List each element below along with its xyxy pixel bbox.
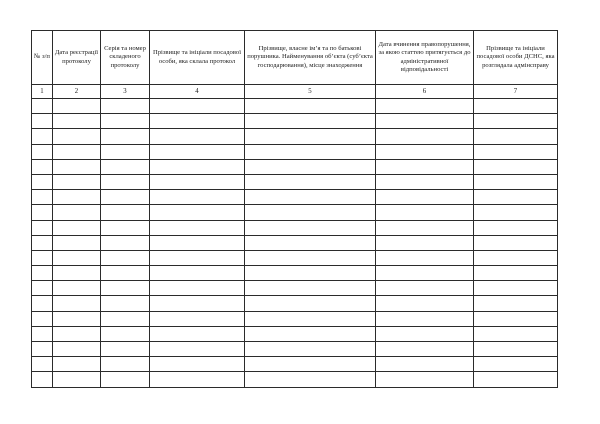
- table-cell[interactable]: [53, 342, 101, 357]
- column-number: 6: [376, 85, 474, 99]
- protocol-register-table: [31, 30, 558, 388]
- table-row: [32, 250, 558, 265]
- column-number: 3: [101, 85, 150, 99]
- table-cell[interactable]: [101, 205, 150, 220]
- table-row: [32, 220, 558, 235]
- table-cell[interactable]: [53, 357, 101, 372]
- table-cell[interactable]: [53, 144, 101, 159]
- table-cell[interactable]: [376, 311, 474, 326]
- table-cell[interactable]: [150, 190, 245, 205]
- table-row: [32, 357, 558, 372]
- table-cell[interactable]: [474, 129, 558, 144]
- table-cell[interactable]: [32, 129, 53, 144]
- column-header-offense-date-article: Дата вчинення правопорушення, за якою статтею притягується до адміністративної відповідальності: [376, 31, 474, 85]
- table-cell[interactable]: [53, 159, 101, 174]
- table-body: [32, 85, 558, 388]
- table-cell[interactable]: [53, 99, 101, 114]
- table-cell[interactable]: [474, 311, 558, 326]
- table-cell[interactable]: [474, 190, 558, 205]
- table-cell[interactable]: [101, 250, 150, 265]
- table-cell[interactable]: [32, 190, 53, 205]
- table-cell[interactable]: [150, 205, 245, 220]
- table-cell[interactable]: [245, 326, 376, 341]
- table-cell[interactable]: [245, 159, 376, 174]
- table-cell[interactable]: [376, 114, 474, 129]
- table-cell[interactable]: [53, 220, 101, 235]
- table-cell[interactable]: [150, 357, 245, 372]
- table-row: [32, 326, 558, 341]
- table-cell[interactable]: [245, 174, 376, 189]
- table-cell[interactable]: [150, 296, 245, 311]
- table-row: [32, 266, 558, 281]
- table-cell[interactable]: [101, 190, 150, 205]
- table-cell[interactable]: [32, 235, 53, 250]
- table-cell[interactable]: [474, 220, 558, 235]
- table-cell[interactable]: [150, 144, 245, 159]
- table-cell[interactable]: [474, 205, 558, 220]
- table-cell[interactable]: [101, 129, 150, 144]
- table-cell[interactable]: [32, 159, 53, 174]
- table-cell[interactable]: [53, 129, 101, 144]
- table-cell[interactable]: [53, 190, 101, 205]
- table-cell[interactable]: [376, 174, 474, 189]
- column-number: 2: [53, 85, 101, 99]
- table-cell[interactable]: [245, 281, 376, 296]
- table-cell[interactable]: [53, 372, 101, 387]
- table-cell[interactable]: [150, 114, 245, 129]
- table-cell[interactable]: [376, 266, 474, 281]
- column-header-protocol-series-number: Серія та номер складеного протоколу: [101, 31, 150, 85]
- table-cell[interactable]: [376, 144, 474, 159]
- table-cell[interactable]: [376, 159, 474, 174]
- table-cell[interactable]: [32, 174, 53, 189]
- table-cell[interactable]: [101, 99, 150, 114]
- table-cell[interactable]: [101, 174, 150, 189]
- table-cell[interactable]: [245, 144, 376, 159]
- table-cell[interactable]: [474, 372, 558, 387]
- table-row: [32, 129, 558, 144]
- table-cell[interactable]: [101, 357, 150, 372]
- table-cell[interactable]: [32, 144, 53, 159]
- column-number-row: [32, 85, 558, 99]
- header-row: [32, 31, 558, 85]
- table-cell[interactable]: [245, 129, 376, 144]
- table-cell[interactable]: [32, 99, 53, 114]
- table-cell[interactable]: [376, 281, 474, 296]
- table-cell[interactable]: [376, 190, 474, 205]
- table-row: [32, 99, 558, 114]
- table-cell[interactable]: [32, 342, 53, 357]
- table-cell[interactable]: [245, 190, 376, 205]
- table-cell[interactable]: [150, 281, 245, 296]
- column-header-offender: Прізвище, власне ім’я та по батькові порушника. Найменування об’єкта (суб’єкта господарювання), місце знаходження: [245, 31, 376, 85]
- table-cell[interactable]: [376, 326, 474, 341]
- table-cell[interactable]: [150, 129, 245, 144]
- table-cell[interactable]: [376, 372, 474, 387]
- table-cell[interactable]: [376, 357, 474, 372]
- column-number: 1: [32, 85, 53, 99]
- table-cell[interactable]: [150, 250, 245, 265]
- table-cell[interactable]: [101, 281, 150, 296]
- table-cell[interactable]: [376, 342, 474, 357]
- table-cell[interactable]: [245, 357, 376, 372]
- table-cell[interactable]: [150, 311, 245, 326]
- table-row: [32, 205, 558, 220]
- table-cell[interactable]: [32, 114, 53, 129]
- table-cell[interactable]: [245, 114, 376, 129]
- table-cell[interactable]: [101, 114, 150, 129]
- table-cell[interactable]: [245, 235, 376, 250]
- table-cell[interactable]: [53, 266, 101, 281]
- table-cell[interactable]: [245, 99, 376, 114]
- table-cell[interactable]: [101, 220, 150, 235]
- table-cell[interactable]: [245, 250, 376, 265]
- table-cell[interactable]: [32, 266, 53, 281]
- table-cell[interactable]: [474, 357, 558, 372]
- table-cell[interactable]: [150, 326, 245, 341]
- table-cell[interactable]: [474, 266, 558, 281]
- table-cell[interactable]: [150, 99, 245, 114]
- table-row: [32, 281, 558, 296]
- table-cell[interactable]: [245, 296, 376, 311]
- table-cell[interactable]: [101, 342, 150, 357]
- table-row: [32, 311, 558, 326]
- table-cell[interactable]: [101, 159, 150, 174]
- table-row: [32, 372, 558, 387]
- table-cell[interactable]: [32, 311, 53, 326]
- table-cell[interactable]: [376, 235, 474, 250]
- table-cell[interactable]: [53, 114, 101, 129]
- table-cell[interactable]: [53, 311, 101, 326]
- table-cell[interactable]: [245, 205, 376, 220]
- table-cell[interactable]: [53, 250, 101, 265]
- table-cell[interactable]: [101, 296, 150, 311]
- table-cell[interactable]: [53, 205, 101, 220]
- table-cell[interactable]: [474, 174, 558, 189]
- table-cell[interactable]: [474, 99, 558, 114]
- column-number: 4: [150, 85, 245, 99]
- table-cell[interactable]: [101, 372, 150, 387]
- table-cell[interactable]: [101, 235, 150, 250]
- table-cell[interactable]: [245, 220, 376, 235]
- table-cell[interactable]: [474, 296, 558, 311]
- table-cell[interactable]: [32, 205, 53, 220]
- column-number: 5: [245, 85, 376, 99]
- table-cell[interactable]: [32, 357, 53, 372]
- table-cell[interactable]: [245, 311, 376, 326]
- table-cell[interactable]: [53, 326, 101, 341]
- table-cell[interactable]: [245, 266, 376, 281]
- table-cell[interactable]: [376, 99, 474, 114]
- table-cell[interactable]: [150, 220, 245, 235]
- table-cell[interactable]: [32, 296, 53, 311]
- table-row: [32, 159, 558, 174]
- table-cell[interactable]: [150, 342, 245, 357]
- table-cell[interactable]: [53, 281, 101, 296]
- column-header-official-who-drew-protocol: Прізвище та ініціали посадової особи, яка склала протокол: [150, 31, 245, 85]
- table-row: [32, 114, 558, 129]
- table-cell[interactable]: [53, 235, 101, 250]
- table-cell[interactable]: [150, 235, 245, 250]
- table-cell[interactable]: [376, 220, 474, 235]
- table-cell[interactable]: [474, 326, 558, 341]
- table-cell[interactable]: [101, 311, 150, 326]
- table-cell[interactable]: [376, 296, 474, 311]
- table-cell[interactable]: [101, 266, 150, 281]
- column-header-reviewing-official: Прізвище та ініціали посадової особи ДСНС, яка розглядала адмінсправу: [474, 31, 558, 85]
- table-cell[interactable]: [150, 159, 245, 174]
- table-cell[interactable]: [474, 114, 558, 129]
- table-cell[interactable]: [474, 159, 558, 174]
- table-cell[interactable]: [150, 174, 245, 189]
- table-cell[interactable]: [376, 250, 474, 265]
- table-cell[interactable]: [32, 220, 53, 235]
- table-row: [32, 174, 558, 189]
- table-cell[interactable]: [32, 372, 53, 387]
- table-cell[interactable]: [150, 372, 245, 387]
- table-row: [32, 296, 558, 311]
- table-cell[interactable]: [101, 144, 150, 159]
- table-row: [32, 190, 558, 205]
- table-row: [32, 144, 558, 159]
- table-cell[interactable]: [101, 326, 150, 341]
- column-header-number: № з/п: [32, 31, 53, 85]
- table-cell[interactable]: [53, 174, 101, 189]
- table-cell[interactable]: [376, 205, 474, 220]
- table-row: [32, 235, 558, 250]
- table-cell[interactable]: [245, 372, 376, 387]
- table-cell[interactable]: [376, 129, 474, 144]
- table-cell[interactable]: [32, 326, 53, 341]
- table-cell[interactable]: [32, 250, 53, 265]
- table-cell[interactable]: [474, 144, 558, 159]
- column-header-registration-date: Дата реєстрації протоколу: [53, 31, 101, 85]
- table-row: [32, 342, 558, 357]
- table-cell[interactable]: [53, 296, 101, 311]
- table-cell[interactable]: [474, 281, 558, 296]
- table-cell[interactable]: [474, 342, 558, 357]
- table-cell[interactable]: [245, 342, 376, 357]
- table-cell[interactable]: [474, 250, 558, 265]
- table-cell[interactable]: [32, 281, 53, 296]
- column-number: 7: [474, 85, 558, 99]
- table-cell[interactable]: [474, 235, 558, 250]
- table-cell[interactable]: [150, 266, 245, 281]
